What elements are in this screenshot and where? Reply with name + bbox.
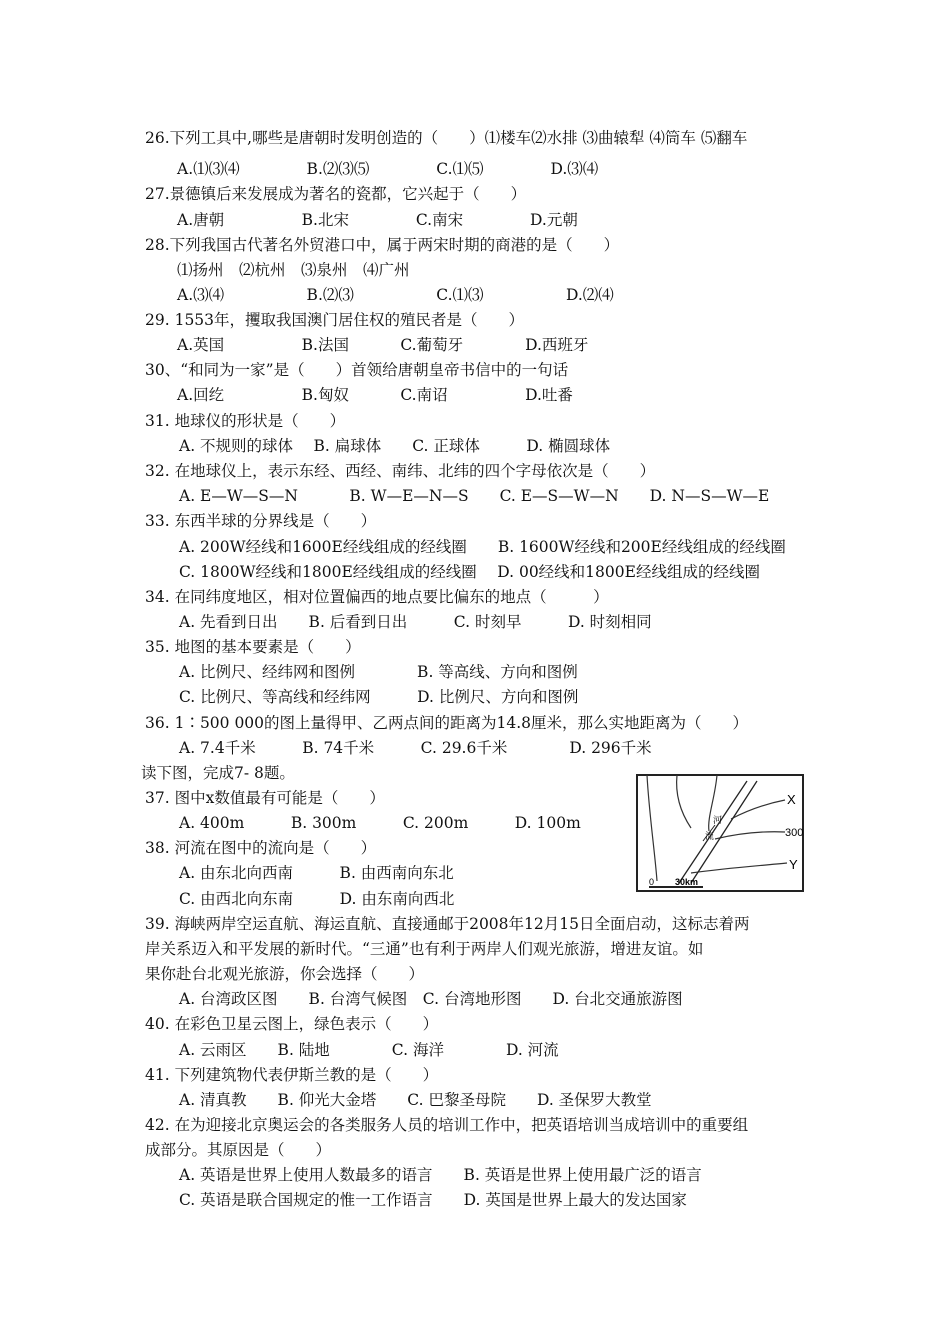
question-42-options-ab: A. 英语是世界上使用人数最多的语言 B. 英语是世界上使用最广泛的语言: [179, 1166, 702, 1184]
question-32: 32. 在地球仪上，表示东经、西经、南纬、北纬的四个字母依次是（ ）: [145, 462, 656, 480]
question-36-options: A. 7.4千米 B. 74千米 C. 29.6千米 D. 296千米: [179, 739, 652, 757]
question-30: 30、“和同为一家”是（ ）首领给唐朝皇帝书信中的一句话: [145, 361, 569, 379]
question-40-options: A. 云雨区 B. 陆地 C. 海洋 D. 河流: [179, 1041, 559, 1059]
reading-instruction: 读下图，完成7- 8题。: [141, 764, 295, 782]
question-33-options-cd: C. 1800W经线和1800E经线组成的经线圈 D. 00经线和1800E经线组成的经线圈: [179, 563, 760, 581]
scale-end: 30km: [675, 877, 699, 887]
question-29: 29. 1553年，攫取我国澳门居住权的殖民者是（ ）: [145, 311, 525, 329]
question-42-line-2: 成部分。其原因是（ ）: [145, 1141, 332, 1159]
contour-label-x: X: [787, 792, 796, 807]
map-frame: [637, 775, 803, 891]
question-42-options-cd: C. 英语是联合国规定的惟一工作语言 D. 英国是世界上最大的发达国家: [179, 1191, 687, 1209]
question-38: 38. 河流在图中的流向是（ ）: [145, 839, 377, 857]
contour-map: [635, 773, 807, 893]
question-42-line-1: 42. 在为迎接北京奥运会的各类服务人员的培训工作中，把英语培训当成培训中的重要组: [145, 1116, 749, 1134]
river-label-2: 流: [705, 831, 715, 841]
question-37: 37. 图中x数值最有可能是（ ）: [145, 789, 385, 807]
question-39-line-1: 39. 海峡两岸空运直航、海运直航、直接通邮于2008年12月15日全面启动，这标志着两: [145, 915, 750, 933]
question-39-options: A. 台湾政区图 B. 台湾气候图 C. 台湾地形图 D. 台北交通旅游图: [179, 990, 683, 1008]
scale-zero: 0: [649, 877, 655, 887]
question-29-options: A.英国 B.法国 C.葡萄牙 D.西班牙: [177, 336, 589, 354]
question-32-options: A. E—W—S—N B. W—E—N—S C. E—S—W—N D. N—S—W—E: [179, 487, 770, 505]
contour-label-300: 300: [785, 827, 804, 839]
question-27-options: A.唐朝 B.北宋 C.南宋 D.元朝: [177, 211, 578, 229]
question-35-options-cd: C. 比例尺、等高线和经纬网 D. 比例尺、方向和图例: [179, 688, 579, 706]
question-26: 26.下列工具中,哪些是唐朝时发明创造的（ ）⑴楼车⑵水排 ⑶曲辕犁 ⑷筒车 ⑸翻车: [145, 129, 748, 147]
question-28-options: A.⑶⑷ B.⑵⑶ C.⑴⑶ D.⑵⑷: [177, 286, 614, 304]
question-40: 40. 在彩色卫星云图上，绿色表示（ ）: [145, 1015, 439, 1033]
river-label-1: 河: [713, 815, 723, 825]
question-41-options: A. 清真教 B. 仰光大金塔 C. 巴黎圣母院 D. 圣保罗大教堂: [179, 1091, 652, 1109]
question-28-subitems: ⑴扬州 ⑵杭州 ⑶泉州 ⑷广州: [177, 261, 410, 279]
question-34: 34. 在同纬度地区，相对位置偏西的地点要比偏东的地点（ ）: [145, 588, 609, 606]
question-35-options-ab: A. 比例尺、经纬网和图例 B. 等高线、方向和图例: [179, 663, 578, 681]
question-28: 28.下列我国古代著名外贸港口中，属于两宋时期的商港的是（ ）: [145, 236, 620, 254]
question-33-options-ab: A. 200W经线和1600E经线组成的经线圈 B. 1600W经线和200E经线组成的经线圈: [179, 538, 786, 556]
question-31-options: A. 不规则的球体 B. 扁球体 C. 正球体 D. 椭圆球体: [179, 437, 611, 455]
question-36: 36. 1∶500 000的图上量得甲、乙两点间的距离为14.8厘米，那么实地距离为（ ）: [145, 714, 749, 732]
question-39-line-2: 岸关系迈入和平发展的新时代。“三通”也有利于两岸人们观光旅游，增进友谊。如: [145, 940, 704, 958]
question-35: 35. 地图的基本要素是（ ）: [145, 638, 361, 656]
question-26-options: A.⑴⑶⑷ B.⑵⑶⑸ C.⑴⑸ D.⑶⑷: [177, 160, 599, 178]
question-38-options-ab: A. 由东北向西南 B. 由西南向东北: [179, 864, 454, 882]
question-37-options: A. 400m B. 300m C. 200m D. 100m: [179, 814, 581, 832]
question-33: 33. 东西半球的分界线是（ ）: [145, 512, 377, 530]
question-38-options-cd: C. 由西北向东南 D. 由东南向西北: [179, 890, 455, 908]
question-39-line-3: 果你赴台北观光旅游，你会选择（ ）: [145, 965, 425, 983]
contour-label-y: Y: [789, 857, 798, 872]
question-27: 27.景德镇后来发展成为著名的瓷都，它兴起于（ ）: [145, 185, 527, 203]
question-31: 31. 地球仪的形状是（ ）: [145, 412, 346, 430]
question-41: 41. 下列建筑物代表伊斯兰教的是（ ）: [145, 1066, 439, 1084]
question-30-options: A.回纥 B.匈奴 C.南诏 D.吐番: [177, 386, 573, 404]
question-34-options: A. 先看到日出 B. 后看到日出 C. 时刻早 D. 时刻相同: [179, 613, 652, 631]
